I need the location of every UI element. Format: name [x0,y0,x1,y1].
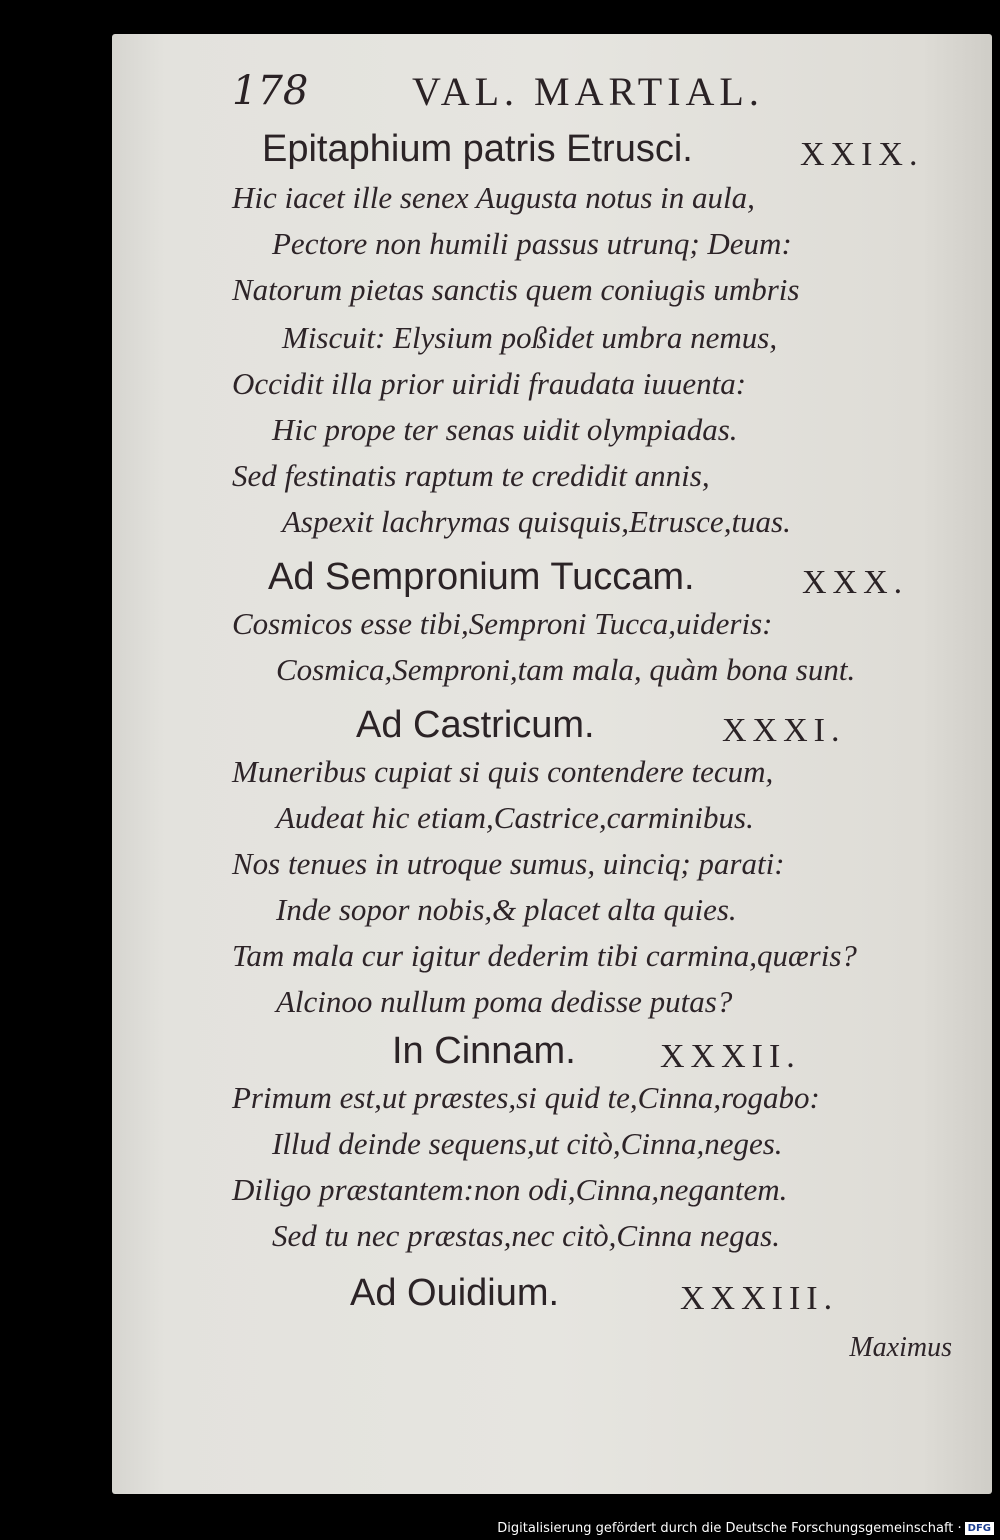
section-number-wrap [800,132,923,175]
section-title: Ad Castricum. [356,704,595,746]
page-number: 178 [232,68,309,114]
catchword: Maximus [849,1332,952,1363]
section-number: XXXII. [660,1038,801,1075]
verse-line: Hic iacet ille senex Augusta notus in aula, [232,180,755,215]
section-number: XXXIII. [680,1280,839,1317]
verse-line: Cosmicos esse tibi,Semproni Tucca,uideris: [232,606,773,641]
section-title: Ad Sempronium Tuccam. [268,556,695,598]
verse-line: Natorum pietas sanctis quem coniugis umbris [232,272,800,307]
section-heading [350,1272,559,1315]
section-number: XXIX. [800,136,924,173]
section-heading [392,1030,576,1073]
running-title: VAL. MARTIAL. [412,69,764,114]
verse-line: Diligo præstantem:non odi,Cinna,negantem. [232,1172,788,1207]
verse-line: Hic prope ter senas uidit olympiadas. [272,412,738,447]
verse-line: Tam mala cur igitur dederim tibi carmina,quæris? [232,938,857,973]
dfg-logo: DFG [965,1522,994,1535]
verse-line: Sed festinatis raptum te credidit annis, [232,458,710,493]
digitization-credit [497,1521,994,1536]
section-heading [356,704,595,747]
section-heading [268,556,695,599]
verse-line: Cosmica,Semproni,tam mala, quàm bona sunt. [276,652,856,687]
verse-line: Aspexit lachrymas quisquis,Etrusce,tuas. [282,504,791,539]
section-title: Ad Ouidium. [350,1272,560,1314]
verse-line: Illud deinde sequens,ut citò,Cinna,neges. [272,1126,783,1161]
section-number: XXXI. [722,712,846,749]
verse-line: Nos tenues in utroque sumus, uinciq; parati: [232,846,785,881]
verse-line: Inde sopor nobis,& placet alta quies. [276,892,737,927]
section-title: Epitaphium patris Etrusci. [262,128,693,170]
verse-line: Muneribus cupiat si quis contendere tecum, [232,754,774,789]
verse-line: Primum est,ut præstes,si quid te,Cinna,rogabo: [232,1080,820,1115]
section-title: In Cinnam. [392,1030,576,1072]
verse-line: Occidit illa prior uiridi fraudata iuuenta: [232,366,747,401]
verse-line: Alcinoo nullum poma dedisse putas? [276,984,733,1019]
section-number: XXX. [802,564,909,601]
verse-line: Miscuit: Elysium poßidet umbra nemus, [282,320,778,355]
section-heading [262,128,693,171]
section-number-wrap [660,1034,801,1077]
section-number-wrap [680,1276,838,1319]
footer-text: Digitalisierung gefördert durch die Deutsche Forschungsgemeinschaft · [497,1521,962,1536]
section-number-wrap [722,708,845,751]
section-number-wrap [802,560,908,603]
verse-line: Sed tu nec præstas,nec citò,Cinna negas. [272,1218,780,1253]
verse-line: Audeat hic etiam,Castrice,carminibus. [276,800,754,835]
verse-line: Pectore non humili passus utrunq; Deum: [272,226,792,261]
